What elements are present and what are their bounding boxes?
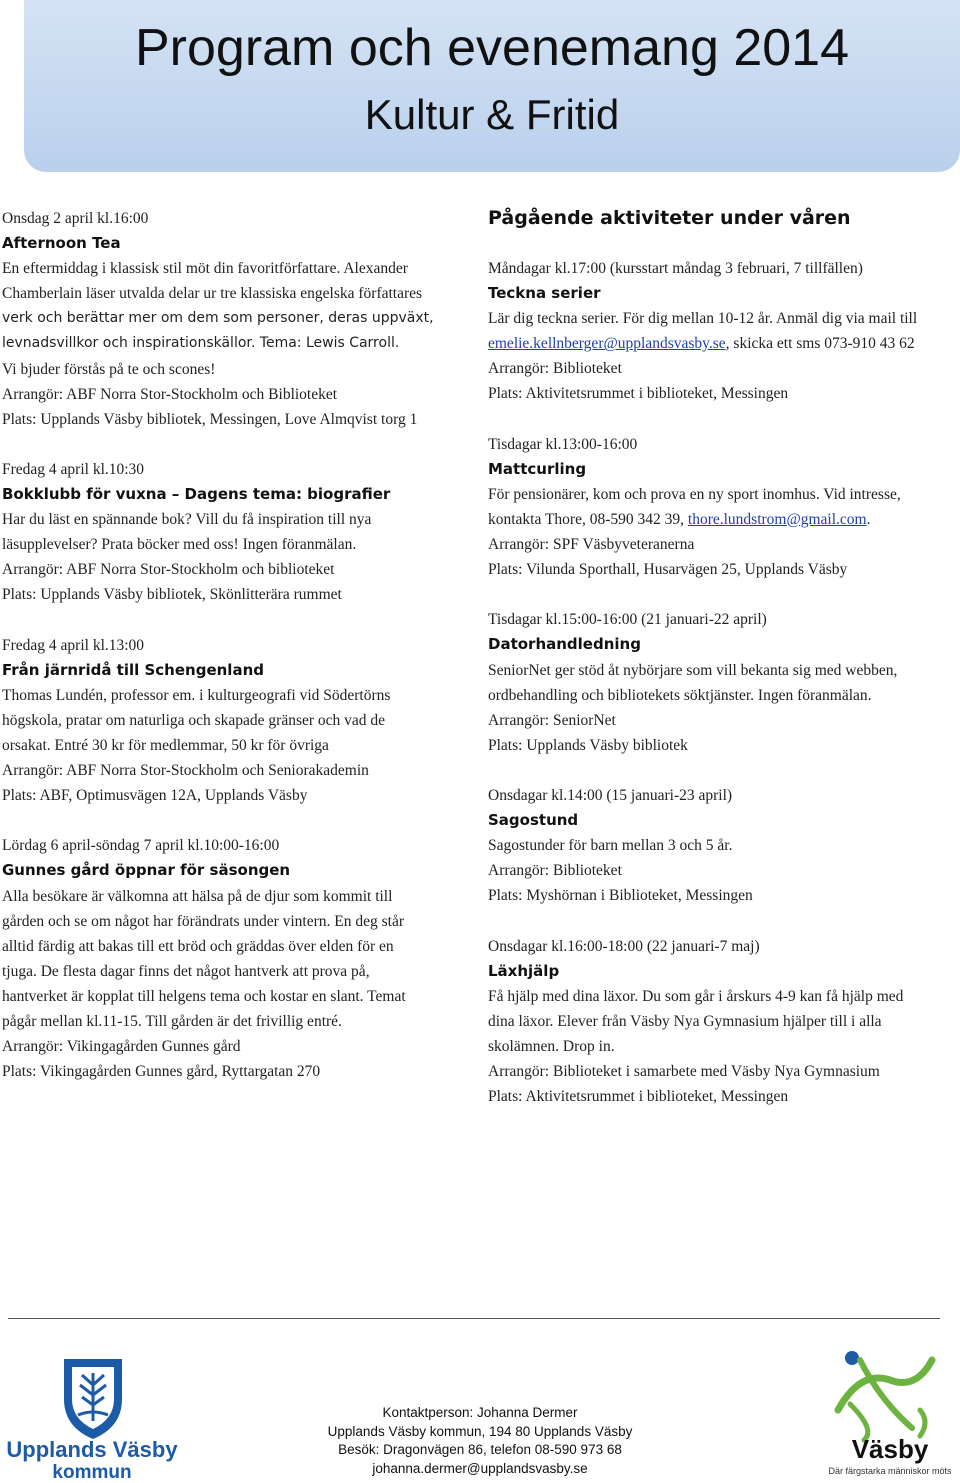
event-text: alltid färdig att bakas till ett bröd och gräddas över elden för en xyxy=(2,937,394,955)
activity-text: dina läxor. Elever från Väsby Nya Gymnasium hjälper till i alla xyxy=(488,1012,882,1030)
event-organizer: Arrangör: ABF Norra Stor-Stockholm och Seniorakademin xyxy=(2,762,369,780)
event-location: Plats: ABF, Optimusvägen 12A, Upplands Väsby xyxy=(2,787,308,805)
activity-organizer: Arrangör: SeniorNet xyxy=(488,711,616,729)
right-column xyxy=(488,206,958,1134)
event-text: levnadsvillkor och inspirationskällor. Tema: Lewis Carroll. xyxy=(2,335,400,352)
event-text: Vi bjuder förstås på te och scones! xyxy=(2,360,216,378)
event-organizer: Arrangör: ABF Norra Stor-Stockholm och Biblioteket xyxy=(2,385,338,403)
activity-organizer: Arrangör: Biblioteket i samarbete med Väsby Nya Gymnasium xyxy=(488,1063,880,1080)
activity-title: Sagostund xyxy=(488,811,579,830)
activity-title: Teckna serier xyxy=(488,284,601,303)
activity-text: ordbehandling och bibliotekets söktjänster. Ingen föranmälan. xyxy=(488,686,872,704)
activity-date: Onsdagar kl.16:00-18:00 (22 januari-7 maj) xyxy=(488,937,760,955)
page-header xyxy=(24,0,960,172)
email-link[interactable]: thore.lundstrom@gmail.com xyxy=(687,510,867,528)
activity-text: . xyxy=(866,510,871,528)
event-text: orsakat. Entré 30 kr för medlemmar, 50 kr för övriga xyxy=(2,736,329,754)
event-text: högskola, pratar om naturliga och skapade gränser och vad de xyxy=(2,711,386,729)
activity-title: Datorhandledning xyxy=(488,635,641,654)
event-text: Thomas Lundén, professor em. i kulturgeografi vid Södertörns xyxy=(2,686,391,704)
footer-divider xyxy=(8,1318,940,1319)
section-title: Pågående aktiviteter under våren xyxy=(488,207,851,229)
activity-title: Läxhjälp xyxy=(488,961,560,980)
activity-text: Få hjälp med dina läxor. Du som går i årskurs 4-9 kan få hjälp med xyxy=(488,987,904,1005)
activity-text: , skicka ett sms 073-910 43 62 xyxy=(725,335,915,353)
logo-left-name: Upplands Väsby xyxy=(6,1437,178,1462)
event-title: Bokklubb för vuxna – Dagens tema: biografier xyxy=(2,485,391,504)
activity-datorhandledning xyxy=(488,607,958,758)
contact-email[interactable]: johanna.dermer@upplandsvasby.se xyxy=(372,1460,588,1476)
activity-location: Plats: Vilunda Sporthall, Husarvägen 25, Upplands Väsby xyxy=(488,561,848,579)
logo-right-slogan: Där färgstarka människor möts xyxy=(828,1466,952,1476)
event-date: Fredag 4 april kl.13:00 xyxy=(2,636,145,654)
activity-location: Plats: Aktivitetsrummet i biblioteket, Messingen xyxy=(488,385,789,403)
event-organizer: Arrangör: ABF Norra Stor-Stockholm och biblioteket xyxy=(2,561,335,579)
event-text: läsupplevelser? Prata böcker med oss! Ingen föranmälan. xyxy=(2,536,357,554)
event-title: Gunnes gård öppnar för säsongen xyxy=(2,861,291,880)
event-title: Från järnridå till Schengenland xyxy=(2,660,264,679)
event-organizer: Arrangör: Vikingagården Gunnes gård xyxy=(2,1038,241,1056)
contact-block xyxy=(290,1404,670,1478)
contact-person: Kontaktperson: Johanna Dermer xyxy=(382,1405,578,1420)
activity-text: kontakta Thore, 08-590 342 39, xyxy=(488,510,688,528)
event-location: Plats: Upplands Väsby bibliotek, Messingen, Love Almqvist torg 1 xyxy=(2,410,418,428)
activity-location: Plats: Upplands Väsby bibliotek xyxy=(488,736,688,754)
activity-date: Tisdagar kl.13:00-16:00 xyxy=(488,435,638,453)
activity-text: Lär dig teckna serier. För dig mellan 10-12 år. Anmäl dig via mail till xyxy=(488,310,918,328)
event-text: gården och se om något har förändrats under vintern. En deg står xyxy=(2,912,405,930)
activity-teckna-serier xyxy=(488,256,958,407)
activity-date: Tisdagar kl.15:00-16:00 (21 januari-22 april) xyxy=(488,611,767,629)
event-text: tjuga. De flesta dagar finns det något hantverk att prova på, xyxy=(2,962,370,980)
activity-organizer: Arrangör: SPF Väsbyveteranerna xyxy=(488,536,695,554)
event-text: hantverket är kopplat till helgens tema och kostar en slant. Temat xyxy=(2,987,406,1005)
logo-right-name: Väsby xyxy=(851,1434,929,1464)
activity-date: Måndagar kl.17:00 (kursstart måndag 3 februari, 7 tillfällen) xyxy=(488,260,863,277)
left-column xyxy=(2,206,470,1109)
activity-organizer: Arrangör: Biblioteket xyxy=(488,862,622,880)
event-title: Afternoon Tea xyxy=(2,234,121,253)
activity-contact-line xyxy=(488,507,958,532)
event-date: Onsdag 2 april kl.16:00 xyxy=(2,210,149,227)
contact-visit: Besök: Dragonvägen 86, telefon 08-590 973 68 xyxy=(338,1442,622,1457)
activity-laxhjalp xyxy=(488,934,958,1110)
event-text: verk och berättar mer om dem som personer, deras uppväxt, xyxy=(2,310,434,327)
event-date: Lördag 6 april-söndag 7 april kl.10:00-16:00 xyxy=(2,837,280,855)
activity-title: Mattcurling xyxy=(488,459,587,478)
page-title: Program och evenemang 2014 xyxy=(134,19,849,77)
event-location: Plats: Upplands Väsby bibliotek, Skönlitterära rummet xyxy=(2,586,342,604)
contact-address: Upplands Väsby kommun, 194 80 Upplands Väsby xyxy=(327,1423,633,1439)
event-gunnes-gard xyxy=(2,833,470,1084)
activity-text: SeniorNet ger stöd åt nybörjare som vill bekanta sig med webben, xyxy=(488,661,898,679)
event-text: Alla besökare är välkomna att hälsa på de djur som kommit till xyxy=(2,887,393,905)
event-bokklubb xyxy=(2,457,470,608)
page-subtitle: Kultur & Fritid xyxy=(364,91,620,138)
activity-mattcurling xyxy=(488,432,958,583)
activity-location: Plats: Myshörnan i Biblioteket, Messingen xyxy=(488,887,753,905)
activity-sagostund xyxy=(488,783,958,908)
event-location: Plats: Vikingagården Gunnes gård, Ryttargatan 270 xyxy=(2,1063,321,1081)
event-text: En eftermiddag i klassisk stil möt din favoritförfattare. Alexander xyxy=(2,260,408,278)
activity-text: För pensionärer, kom och prova en ny sport inomhus. Vid intresse, xyxy=(488,485,901,503)
event-afternoon-tea xyxy=(2,206,470,432)
event-date: Fredag 4 april kl.10:30 xyxy=(2,460,145,478)
activity-organizer: Arrangör: Biblioteket xyxy=(488,360,622,378)
logo-left-sub: kommun xyxy=(52,1462,132,1481)
email-link[interactable]: emelie.kellnberger@upplandsvasby.se xyxy=(488,335,726,353)
activity-text: Sagostunder för barn mellan 3 och 5 år. xyxy=(488,837,733,855)
activity-contact-line xyxy=(488,331,958,356)
event-text: Har du läst en spännande bok? Vill du få inspiration till nya xyxy=(2,511,372,529)
upplands-vasby-kommun-logo xyxy=(6,1355,178,1481)
event-jarnrida xyxy=(2,633,470,809)
activity-location: Plats: Aktivitetsrummet i biblioteket, Messingen xyxy=(488,1088,789,1106)
event-text: Chamberlain läser utvalda delar ur tre klassiska engelska författares xyxy=(2,285,423,303)
event-text: pågår mellan kl.11-15. Till gården är det frivillig entré. xyxy=(2,1013,342,1030)
vasby-logo xyxy=(820,1340,960,1480)
activity-date: Onsdagar kl.14:00 (15 januari-23 april) xyxy=(488,786,733,804)
activity-text: skolämnen. Drop in. xyxy=(488,1037,615,1055)
